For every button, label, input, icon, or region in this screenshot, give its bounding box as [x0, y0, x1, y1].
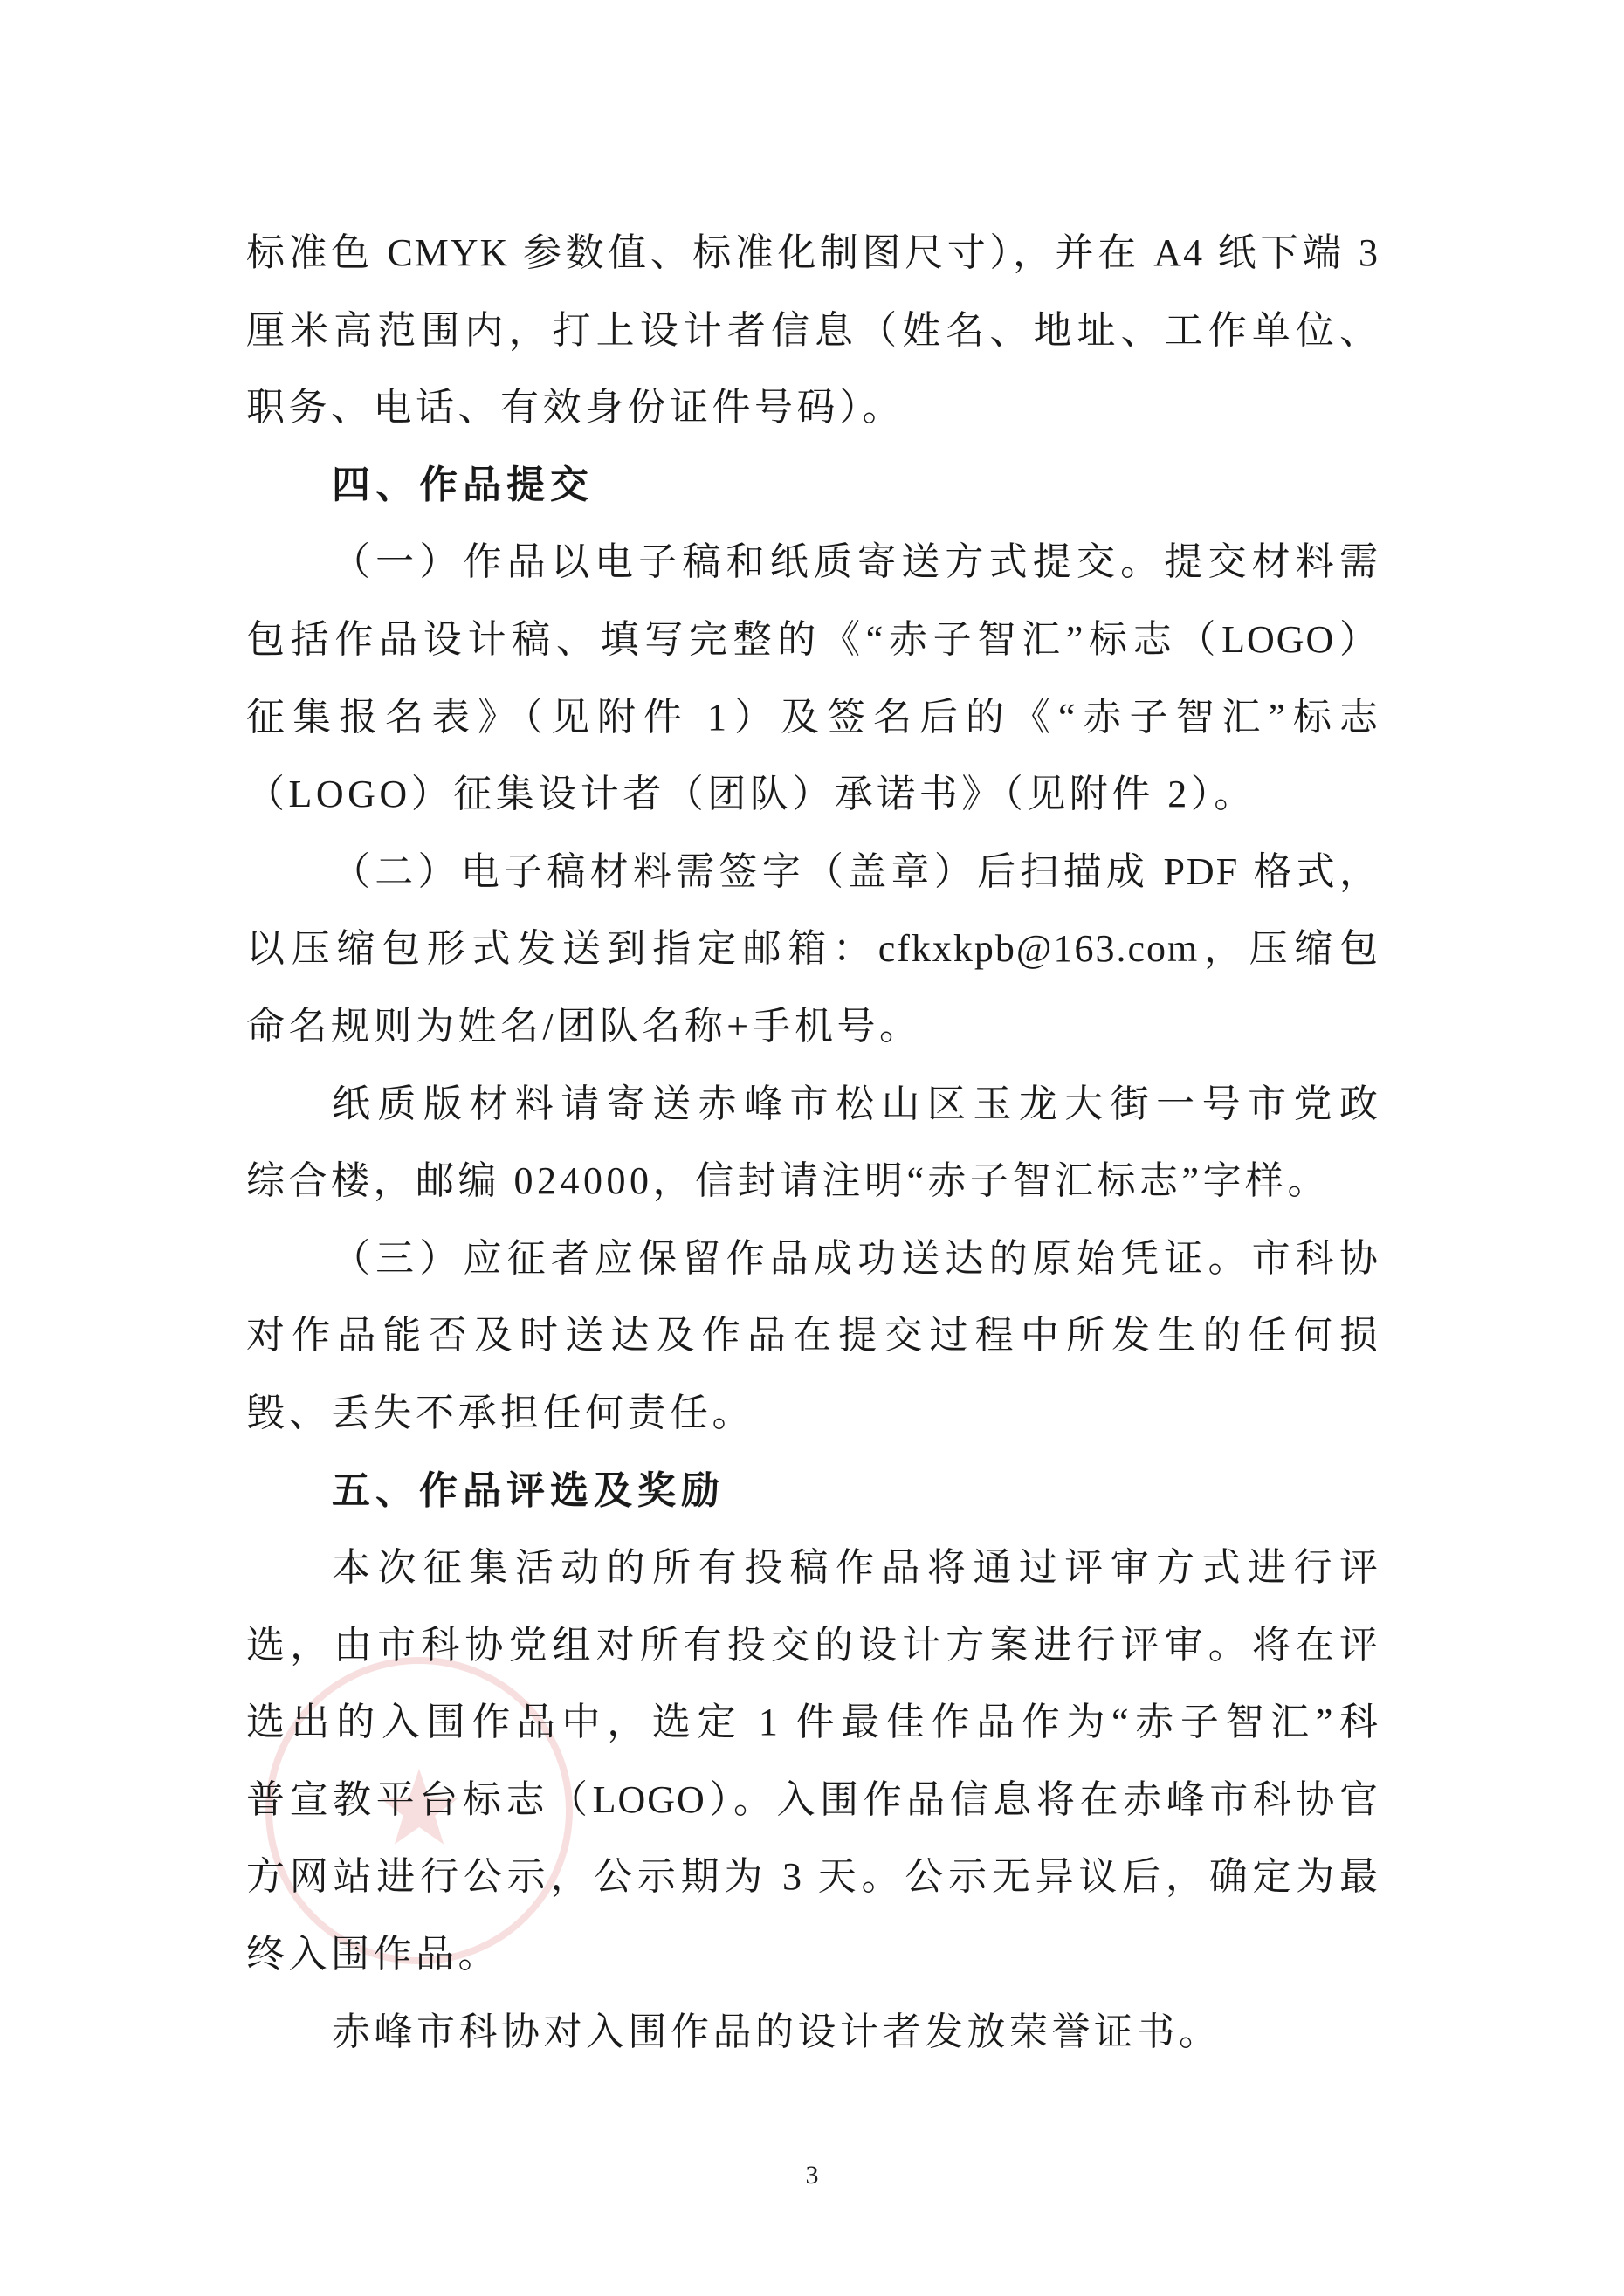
text-line: 征集报名表》（见附件 1）及签名后的《“赤子智汇”标志: [246, 695, 1380, 739]
text-line: （LOGO）征集设计者（团队）承诺书》（见附件 2）。: [246, 773, 1256, 816]
section-heading: 五、作品评选及奖励: [332, 1468, 725, 1513]
text-line: （一）作品以电子稿和纸质寄送方式提交。提交材料需: [332, 540, 1380, 584]
text-line: （二）电子稿材料需签字（盖章）后扫描成 PDF 格式，: [332, 849, 1380, 893]
text-line: 选，由市科协党组对所有投交的设计方案进行评审。将在评: [246, 1623, 1380, 1667]
paragraph-continuation: [246, 215, 1380, 447]
paragraph: [246, 1066, 1380, 1220]
text-line: 方网站进行公示，公示期为 3 天。公示无异议后，确定为最: [246, 1855, 1380, 1899]
text-line: 以压缩包形式发送到指定邮箱：cfkxkpb@163.com，压缩包: [246, 927, 1380, 971]
text-line: 普宣教平台标志（LOGO）。入围作品信息将在赤峰市科协官: [246, 1777, 1380, 1821]
paragraph: [246, 1530, 1380, 1994]
text-line: 厘米高范围内，打上设计者信息（姓名、地址、工作单位、: [246, 308, 1380, 352]
paragraph: [246, 834, 1380, 1066]
text-line: 本次征集活动的所有投稿作品将通过评审方式进行评: [332, 1546, 1380, 1590]
text-line: 综合楼，邮编 024000，信封请注明“赤子智汇标志”字样。: [246, 1159, 1331, 1203]
text-line: （三）应征者应保留作品成功送达的原始凭证。市科协: [332, 1236, 1380, 1280]
document-body: [246, 215, 1380, 2071]
paragraph: [246, 1994, 1380, 2072]
text-line: 毁、丢失不承担任何责任。: [246, 1391, 754, 1434]
page-number: 3: [805, 2161, 819, 2189]
text-line: 选出的入围作品中，选定 1 件最佳作品作为“赤子智汇”科: [246, 1701, 1380, 1744]
section-4: [246, 447, 1380, 1453]
text-line: 职务、电话、有效身份证件号码）。: [246, 386, 905, 430]
text-line: 包括作品设计稿、填写完整的《“赤子智汇”标志（LOGO）: [246, 617, 1380, 661]
text-line: 命名规则为姓名/团队名称+手机号。: [246, 1004, 922, 1048]
section-heading: 四、作品提交: [332, 462, 594, 507]
paragraph: [246, 1220, 1380, 1453]
text-line: 纸质版材料请寄送赤峰市松山区玉龙大街一号市党政: [332, 1082, 1380, 1125]
text-line: 标准色 CMYK 参数值、标准化制图尺寸），并在 A4 纸下端 3: [246, 231, 1380, 274]
text-line: 终入围作品。: [246, 1933, 500, 1976]
section-5: [246, 1453, 1380, 2072]
text-line: 赤峰市科协对入围作品的设计者发放荣誉证书。: [332, 2010, 1221, 2053]
text-line: 对作品能否及时送达及作品在提交过程中所发生的任何损: [246, 1314, 1380, 1358]
paragraph: [246, 524, 1380, 833]
